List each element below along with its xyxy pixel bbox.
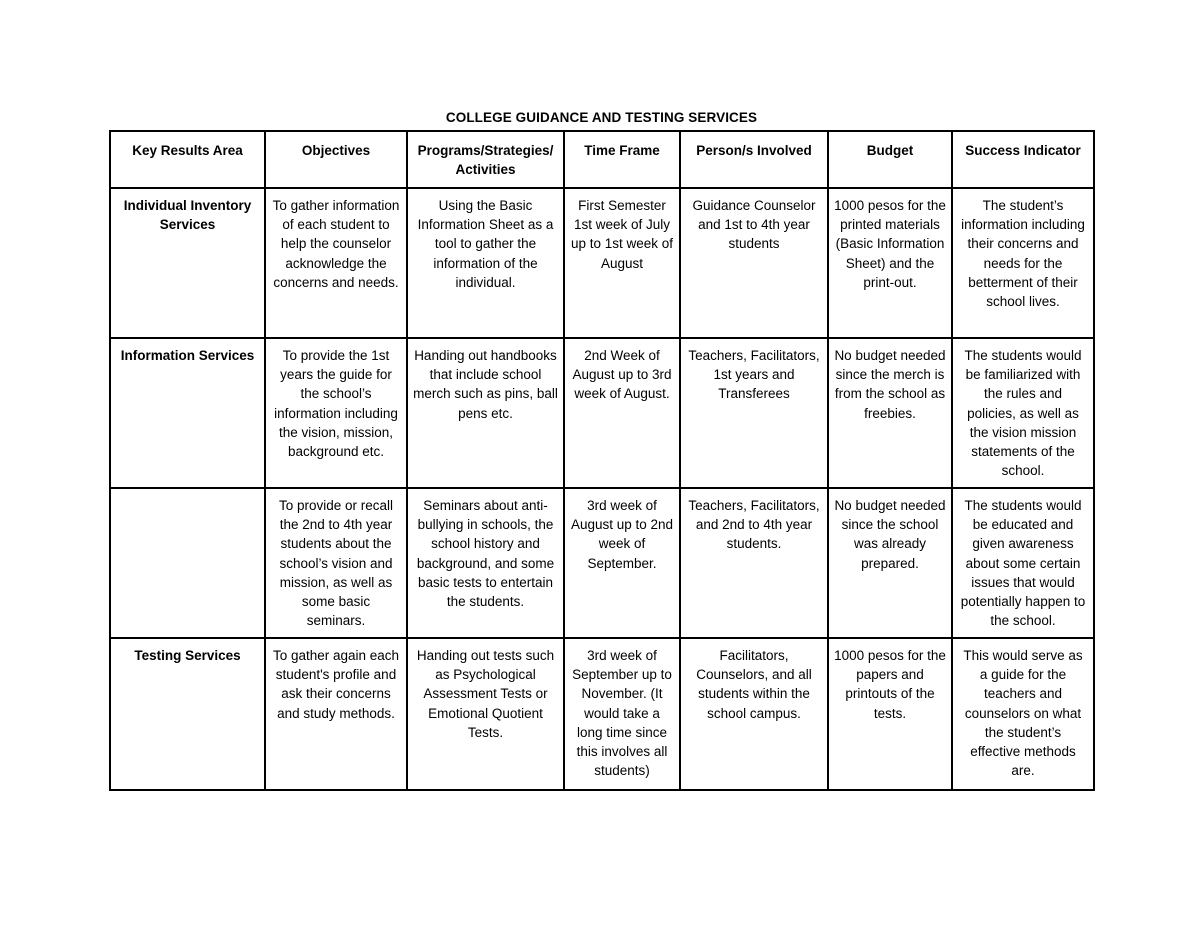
cell-key-results-area: Information Services	[110, 338, 265, 488]
header-row	[110, 131, 1094, 188]
table-row	[110, 638, 1094, 790]
cell-persons-involved: Guidance Counselor and 1st to 4th year students	[680, 188, 828, 338]
document-title: COLLEGE GUIDANCE AND TESTING SERVICES	[445, 110, 758, 125]
header-success-indicator: Success Indicator	[952, 131, 1094, 188]
cell-objectives: To gather information of each student to help the counselor acknowledge the concerns and needs.	[265, 188, 407, 338]
cell-key-results-area: Testing Services	[110, 638, 265, 790]
cell-success-indicator: The student’s information including their concerns and needs for the betterment of their school lives.	[952, 188, 1094, 338]
header-key-results-area: Key Results Area	[110, 131, 265, 188]
cell-budget: No budget needed since the school was already prepared.	[828, 488, 952, 638]
cell-objectives: To provide the 1st years the guide for the school’s information including the vision, mission, background etc.	[265, 338, 407, 488]
header-budget: Budget	[828, 131, 952, 188]
cell-persons-involved: Teachers, Facilitators, 1st years and Transferees	[680, 338, 828, 488]
cell-key-results-area	[110, 488, 265, 638]
cell-success-indicator: The students would be familiarized with the rules and policies, as well as the vision mission statements of the school.	[952, 338, 1094, 488]
cell-persons-involved: Teachers, Facilitators, and 2nd to 4th year students.	[680, 488, 828, 638]
cell-key-results-area: Individual Inventory Services	[110, 188, 265, 338]
cell-programs: Handing out handbooks that include school merch such as pins, ball pens etc.	[407, 338, 564, 488]
header-objectives: Objectives	[265, 131, 407, 188]
cell-programs: Using the Basic Information Sheet as a tool to gather the information of the individual.	[407, 188, 564, 338]
cell-success-indicator: This would serve as a guide for the teachers and counselors on what the student’s effective methods are.	[952, 638, 1094, 790]
cell-budget: No budget needed since the merch is from the school as freebies.	[828, 338, 952, 488]
cell-time-frame: 3rd week of September up to November. (It would take a long time since this involves all students)	[564, 638, 680, 790]
header-persons-involved: Person/s Involved	[680, 131, 828, 188]
table-row	[110, 488, 1094, 638]
cell-success-indicator: The students would be educated and given awareness about some certain issues that would potentially happen to the school.	[952, 488, 1094, 638]
cell-time-frame: 3rd week of August up to 2nd week of September.	[564, 488, 680, 638]
cell-objectives: To gather again each student's profile and ask their concerns and study methods.	[265, 638, 407, 790]
cell-objectives: To provide or recall the 2nd to 4th year students about the school’s vision and mission, as well as some basic seminars.	[265, 488, 407, 638]
header-programs: Programs/Strategies/ Activities	[407, 131, 564, 188]
cell-budget: 1000 pesos for the papers and printouts of the tests.	[828, 638, 952, 790]
table-row	[110, 338, 1094, 488]
header-time-frame: Time Frame	[564, 131, 680, 188]
cell-budget: 1000 pesos for the printed materials (Basic Information Sheet) and the print-out.	[828, 188, 952, 338]
cell-time-frame: First Semester 1st week of July up to 1st week of August	[564, 188, 680, 338]
cell-persons-involved: Facilitators, Counselors, and all students within the school campus.	[680, 638, 828, 790]
cell-programs: Handing out tests such as Psychological Assessment Tests or Emotional Quotient Tests.	[407, 638, 564, 790]
table-row	[110, 188, 1094, 338]
cell-time-frame: 2nd Week of August up to 3rd week of August.	[564, 338, 680, 488]
cell-programs: Seminars about anti-bullying in schools, the school history and background, and some basic tests to entertain the students.	[407, 488, 564, 638]
guidance-plan-table	[109, 130, 1095, 791]
